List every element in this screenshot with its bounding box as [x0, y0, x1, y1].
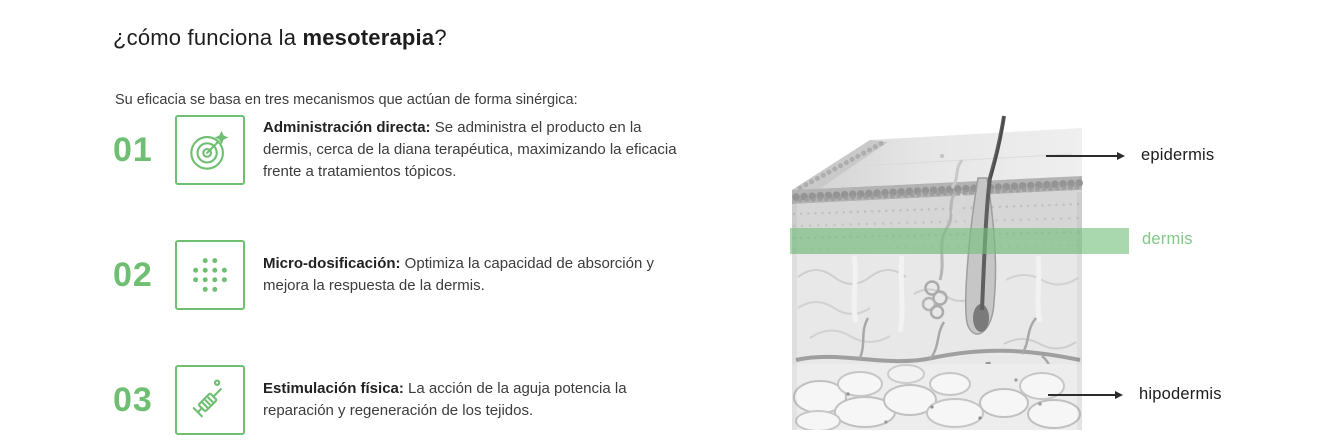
mechanism-lead-3: Estimulación física:: [263, 380, 404, 397]
page-title: [113, 25, 447, 51]
hipodermis-label: hipodermis: [1139, 385, 1222, 403]
skin-cross-section-illustration: [790, 112, 1086, 430]
mechanism-row-1: [113, 113, 713, 187]
mechanism-row-3: [113, 363, 713, 437]
dermis-highlight-band: [790, 228, 1129, 254]
epidermis-arrow-icon: [1046, 155, 1118, 157]
syringe-icon: [187, 377, 233, 423]
mechanism-lead-2: Micro-dosificación:: [263, 255, 401, 272]
page-title-prefix: ¿cómo funciona la: [113, 24, 303, 50]
target-icon: [187, 127, 233, 173]
hipodermis-arrow-icon: [1048, 394, 1116, 396]
mechanism-icon-box-3: [175, 365, 245, 435]
mechanism-body-3: La acción de la aguja potencia la reparación y regeneración de los tejidos.: [263, 380, 627, 419]
mechanism-text-2: [263, 253, 677, 297]
micro-dots-icon: [187, 252, 233, 298]
epidermis-label: epidermis: [1141, 146, 1215, 164]
mechanism-number-2: 02: [113, 256, 153, 294]
mechanism-number-1: 01: [113, 131, 153, 169]
mechanism-body-1: Se administra el producto en la dermis, cerca de la diana terapéutica, maximizando la eficacia frente a tratamientos tópicos.: [263, 119, 677, 180]
mechanism-icon-box-1: [175, 115, 245, 185]
mechanism-row-2: [113, 238, 713, 312]
mechanism-body-2: Optimiza la capacidad de absorción y mejora la respuesta de la dermis.: [263, 255, 654, 294]
mechanism-lead-1: Administración directa:: [263, 119, 431, 136]
section-subtitle: Su eficacia se basa en tres mecanismos que actúan de forma sinérgica:: [115, 91, 578, 108]
page-title-keyword: mesoterapia: [302, 24, 435, 50]
mechanism-number-3: 03: [113, 381, 153, 419]
mechanism-text-3: [263, 378, 677, 422]
mechanism-text-1: [263, 117, 677, 183]
page-title-suffix: ?: [434, 24, 447, 50]
mechanism-icon-box-2: [175, 240, 245, 310]
dermis-label: dermis: [1142, 230, 1193, 248]
